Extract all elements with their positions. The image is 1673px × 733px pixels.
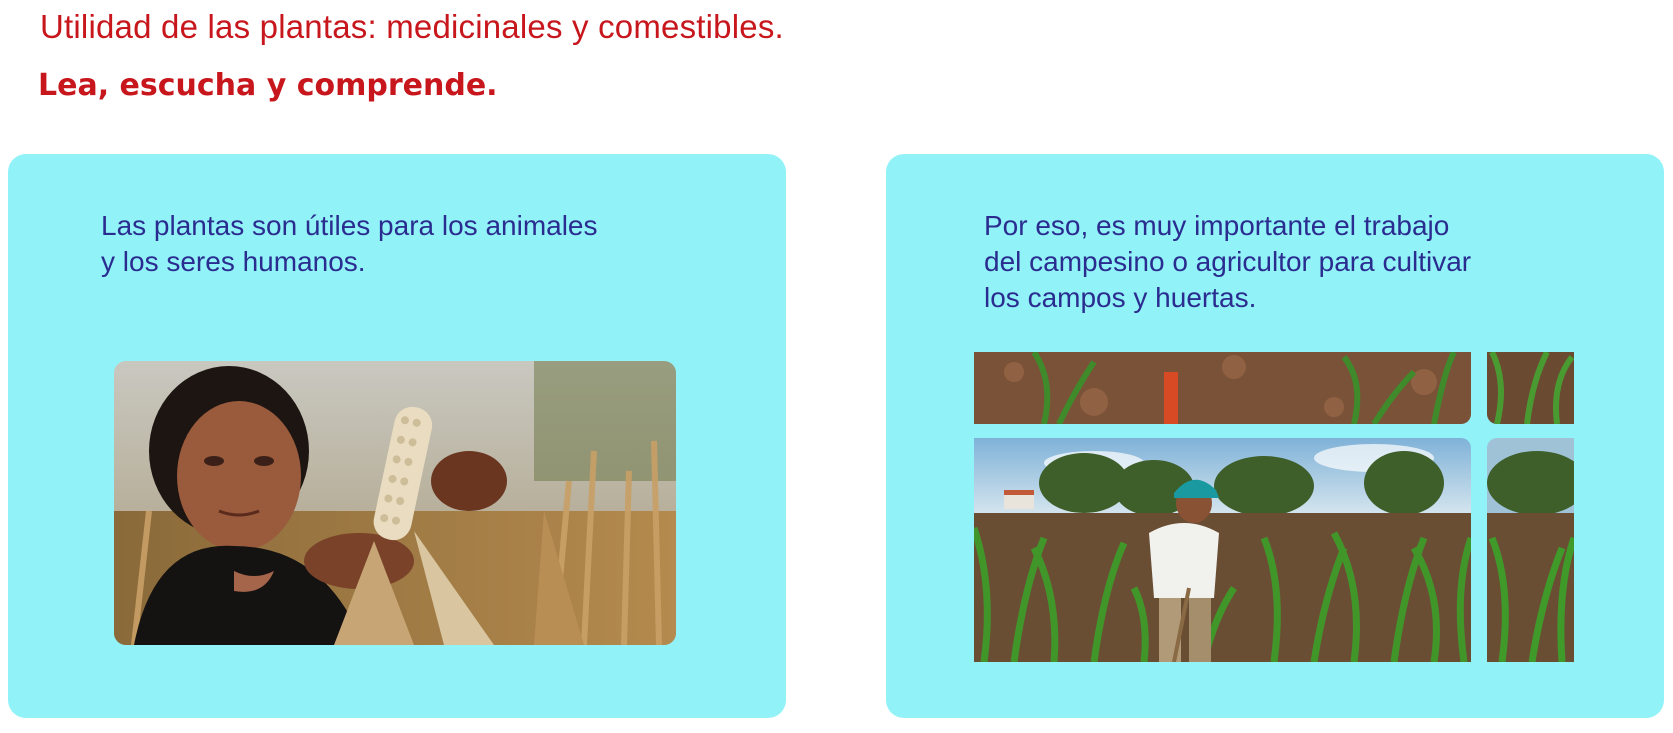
info-card-farmer-work bbox=[886, 154, 1664, 718]
photo-woman-holding-corn bbox=[114, 361, 676, 645]
photo-tile-field-edge bbox=[1487, 438, 1574, 662]
photo-farmer-in-cornfield bbox=[974, 352, 1574, 662]
card-text-line: del campesino o agricultor para cultivar bbox=[984, 246, 1472, 277]
card-text bbox=[984, 208, 1584, 316]
card-text-line: los campos y huertas. bbox=[984, 282, 1257, 313]
photo-tile-farmer bbox=[974, 438, 1471, 662]
info-card-plants-useful bbox=[8, 154, 786, 718]
card-text-line: Las plantas son útiles para los animales bbox=[101, 210, 598, 241]
card-text bbox=[101, 208, 701, 280]
card-text-line: y los seres humanos. bbox=[101, 246, 366, 277]
card-text-line: Por eso, es muy importante el trabajo bbox=[984, 210, 1450, 241]
photo-tile-plants bbox=[1487, 352, 1574, 424]
page-title: Utilidad de las plantas: medicinales y comestibles. bbox=[40, 8, 784, 45]
photo-tile-soil bbox=[974, 352, 1471, 424]
page-subtitle: Lea, escucha y comprende. bbox=[38, 68, 498, 103]
